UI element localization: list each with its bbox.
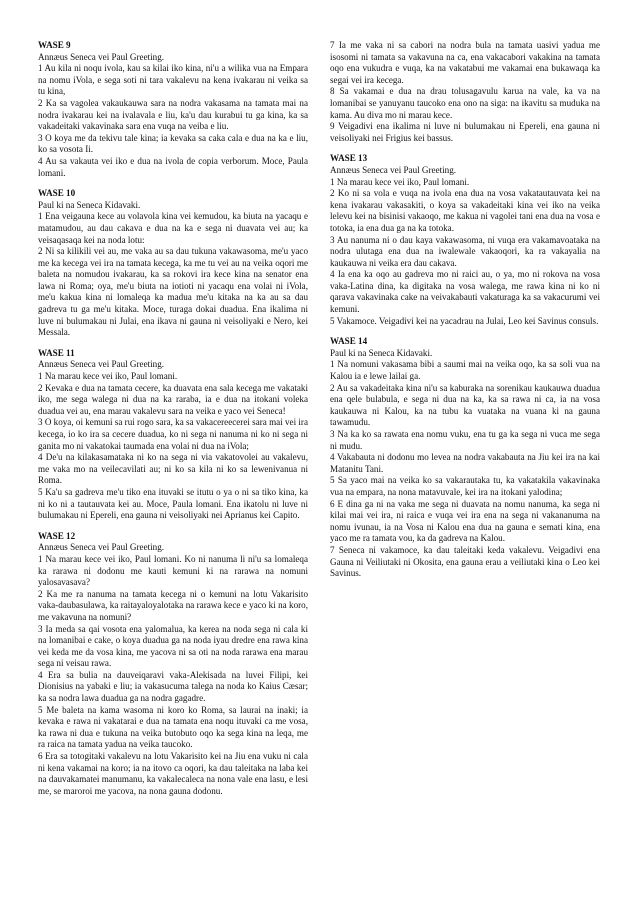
verse-paragraph: 9 Veigadivi ena ikalima ni luve ni bulumakau ni Epereli, ena gauna ni veisoliyaki nei Frigius kei bassus. xyxy=(330,121,600,143)
verse-paragraph: 2 Ka sa vagolea vakaukauwa sara na nodra vakasama na tamata mai na nodra ivakarau kei na ivalavala e liu, ka'u dau kurabui tu ga kina, ka sa vakadeitaki vakavinaka sara ena vuqa na veiba e liu. xyxy=(38,97,308,132)
section-salutation: Annæus Seneca vei Paul Greeting. xyxy=(38,542,165,553)
verse-paragraph: 3 O koya me da tekivu tale kina; ia kevaka sa caka cala e dua na ka e liu, ko sa vosota Ii. xyxy=(38,132,308,155)
section-salutation: Annæus Seneca vei Paul Greeting. xyxy=(38,51,165,62)
verse-paragraph: 3 Na ka ko sa rawata ena nomu vuku, ena tu ga ka sega ni vuca me sega ni mudu. xyxy=(330,429,600,451)
letter-section xyxy=(330,40,600,144)
verse-paragraph: 2 Au sa vakadeitaka kina ni'u sa kaburaka na sorenikau kaukauwa duadua ena qele bulabula, e sega ni dua na ka, ka sa rawa ni ca, ia na vosa kaukauwa ni Kalou, ka na tubu ka vuataka na vuana ki na gauna tawamudu. xyxy=(330,382,600,428)
right-column xyxy=(330,40,600,882)
section-heading: WASE 10 xyxy=(38,188,76,199)
verse-paragraph: 1 Na marau kece vei iko, Paul lomani. xyxy=(38,371,178,382)
letter-section xyxy=(330,336,600,579)
verse-paragraph: 1 Na marau kece vei iko, Paul lomani. Ko ni nanuma li ni'u sa lomaleqa ka rarawa ni dodonu me kauti kemuni ki na rarawa na nomuni yalosavasava? xyxy=(38,553,308,588)
letter-section xyxy=(38,531,308,798)
verse-paragraph: 2 Ka me ra nanuma na tamata kecega ni o kemuni na lotu Vakarisito vaka-daubasulawa, ka raitayaloyalotaka na rarawa kece e yaco ki na koro, me vakavuna na nomuni? xyxy=(38,588,308,622)
verse-paragraph: 1 Na nomuni vakasama bibi a saumi mai na veika oqo, ka sa soli vua na Kalou ia e lewe lailai ga. xyxy=(330,359,600,382)
section-salutation: Paul ki na Seneca Kidavaki. xyxy=(330,347,433,358)
verse-paragraph: 5 Vakamoce. Veigadivi kei na yacadrau na Julai, Leo kei Savinus consuls. xyxy=(330,315,599,326)
verse-paragraph: 5 Ka'u sa gadreva me'u tiko ena ituvaki se itutu o ya o ni sa tiko kina, ka ni ko ni a tautauvata kei au. Moce, Paula lomani. Ena ikatolu ni luve ni bulumakau ni Epereli, ena gauna ni veisoliyaki nei Aprianus kei Capito. xyxy=(38,486,308,521)
section-salutation: Paul ki na Seneca Kidavaki. xyxy=(38,199,141,210)
verse-paragraph: 6 E dina ga ni na vaka me sega ni duavata na nomu nanuma, ka sega ni kilai mai vei ira, ni raica e vuqa vei ira ena na sega ni vakananuma na nomu ivunau, ia na Vosa ni Kalou ena dua na gauna e semati kina, ena yaco me ra tamata vou, ka da gadreva na Kalou. xyxy=(330,498,600,544)
verse-paragraph: 4 Ia ena ka oqo au gadreva mo ni raici au, o ya, mo ni rokova na vosa vaka-Latina dina, ka digitaka na vosa walega, me rawa kina ni ko ni qarava vakavinaka cake na veivakabauti vakaturaga ka sa vakacurumi vei kemuni. xyxy=(330,269,600,315)
verse-paragraph: 3 Ia meda sa qai vosota ena yalomalua, ka kerea na noda sega ni cala ki na lomanibai e cake, o koya duadua ga na noda iyau dredre ena rawa kina vei keda me da vosa kina, me yacova ni sa oti na noda rarawa ena marau sega ni veisau rawa. xyxy=(38,623,308,669)
section-salutation: Annæus Seneca vei Paul Greeting. xyxy=(38,359,165,370)
verse-paragraph: 2 Ko ni sa vola e vuqa na ivola ena dua na vosa vakatautauvata kei na kena ivakarau vakasakiti, o koya sa vakadeitaki kina vei iko na veika lelevu kei na bisinisi vakaoqo, me kakua ni vagolei tani ena dua na vosa e totoka, ia ena dua ga na ka totoka. xyxy=(330,188,600,233)
verse-paragraph: 3 O koya, oi kemuni sa rui rogo sara, ka sa vakacereecerei sara mai vei ira kecega, io ko ira sa cecere duadua, ko ni sega ni nanuma ni ko ni sega ni ganita mo ni vakatokai taumada ena volai ni dua na iVola; xyxy=(38,417,308,451)
verse-paragraph: 1 Au kila ni noqu ivola, kau sa kilai iko kina, ni'u a wilika vua na Empara na nomu iVola, e sega soti ni tara vakalevu na kena ivakarau ni veika sa tu kina, xyxy=(38,63,308,97)
verse-paragraph: 4 Au sa vakauta vei iko e dua na ivola de copia verborum. Moce, Paula lomani. xyxy=(38,155,308,178)
letter-section xyxy=(330,153,600,327)
verse-paragraph: 5 Sa yaco mai na veika ko sa vakarautaka tu, ka vakatakila vakavinaka vua na empara, na nona matavuvale, kei ira na itokani yalodina; xyxy=(330,475,600,497)
section-heading: WASE 12 xyxy=(38,530,76,541)
section-salutation: Annæus Seneca vei Paul Greeting. xyxy=(330,164,457,175)
verse-paragraph: 4 De'u na kilakasamataka ni ko na sega ni via vakatovolei au vakalevu, me vaka mo na veilecavilati au; ni ko sa kila ni ko sa lewenivanua ni Roma. xyxy=(38,452,308,486)
verse-paragraph: 7 Seneca ni vakamoce, ka dau taleitaki keda vakalevu. Veigadivi ena Gauna ni Veiliutaki ni Okosita, ena gauna erau a veiliutaki kina o Leo kei Savinus. xyxy=(330,544,600,579)
left-column xyxy=(38,40,308,882)
letter-section xyxy=(38,40,308,179)
section-heading: WASE 14 xyxy=(330,336,368,347)
letter-section xyxy=(38,188,308,339)
section-heading: WASE 9 xyxy=(38,40,71,50)
verse-paragraph: 4 Vakabauta ni dodonu mo levea na nodra vakabauta na Jiu kei ira na kai Matanitu Tani. xyxy=(330,452,600,474)
verse-paragraph: 4 Era sa bulia na dauveiqaravi vaka-Alekisada na luvei Filipi, kei Dionisius na yabaki e liu; ia vakasucuma talega na noda ko Kaius Cæsar; ka sa nodra lawa duadua ga na nodra gagadre. xyxy=(38,669,308,704)
verse-paragraph: 8 Sa vakamai e dua na drau tolusagavulu karua na vale, ka va na lomanibai se yanuyanu taucoko ena ono na siga: na ikavitu sa muduka na kama. Au diva mo ni marau kece. xyxy=(330,86,600,120)
verse-paragraph: 3 Au nanuma ni o dau kaya vakawasoma, ni vuqa era vakamavoataka na nodra ulutaga ena dua na iwalewale vakaoqori, ka ra vakayalia na kaukauwa ni veika era dau cakava. xyxy=(330,234,600,268)
verse-paragraph: 1 Ena veigauna kece au volavola kina vei kemudou, ka biuta na yacaqu e matamudou, au dau cakava e dua na ka e sega ni duavata vei au; ka veisaqasaqa kei na noda lotu: xyxy=(38,211,308,245)
verse-paragraph: 5 Me baleta na kama wasoma ni koro ko Roma, sa laurai na inaki; ia kevaka e rawa ni vakatarai e dua na tamata ena noqu ituvaki ca me vosa, ka rawa ni dua e tukuna na veika butobuto oqo ka sega kina na leqa, me ra raica na tamata yadua na veika taucoko. xyxy=(38,704,308,750)
verse-paragraph: 2 Kevaka e dua na tamata cecere, ka duavata ena sala kecega me vakataki iko, me sega walega ni dua na ka raraba, ia e dua na itokani voleka duadua vei au, ena marau vakalevu sara na veika e yaco vei Seneca! xyxy=(38,382,308,416)
verse-paragraph: 6 Era sa totogitaki vakalevu na lotu Vakarisito kei na Jiu ena vuku ni cala ni kena vakamai na koro; ia na itovo ca oqori, ka dau taleitaka na laba kei na dauvakamatei manumanu, ka vakalecaleca na nona vale ena lasu, e lesi me, se maroroi me yacova, na nona gauna dodonu. xyxy=(38,751,308,796)
letter-section xyxy=(38,348,308,522)
section-heading: WASE 13 xyxy=(330,153,368,164)
verse-paragraph: 2 Ni sa kilikili vei au, me vaka au sa dau tukuna vakawasoma, me'u yaco me ka kecega vei ira na tamata kecega, ka me tu vei au na veika oqori me baleta na nomudou ivakarau, ka sa rokovi ira kece kina na senator ena lawa ni Roma; oya, me'u biuta na iotioti ni yacaqu ena volai ni iVola, me'u kakua kina ni lomaleqa ka madua me'u kitaka na ka au sa dau gadreva tu ga me'u kitaka. Moce, turaga dokai duadua. Ena ikalima ni luve ni bulumakau ni Julai, ena ikava ni gauna ni veisoliyaki e Nero, kei Messala. xyxy=(38,246,308,338)
verse-paragraph: 7 Ia me vaka ni sa cabori na nodra bula na tamata uasivi yadua me isosomi ni tamata sa vakavuna na ca, ena vakacabori vakakina na tamata oqo ena vukudra e vuqa, ka na vakatabui me vakamai ena bukawaqa ka segai vei ira kecega. xyxy=(330,40,600,85)
verse-paragraph: 1 Na marau kece vei iko, Paul lomani. xyxy=(330,176,470,187)
section-heading: WASE 11 xyxy=(38,347,75,358)
